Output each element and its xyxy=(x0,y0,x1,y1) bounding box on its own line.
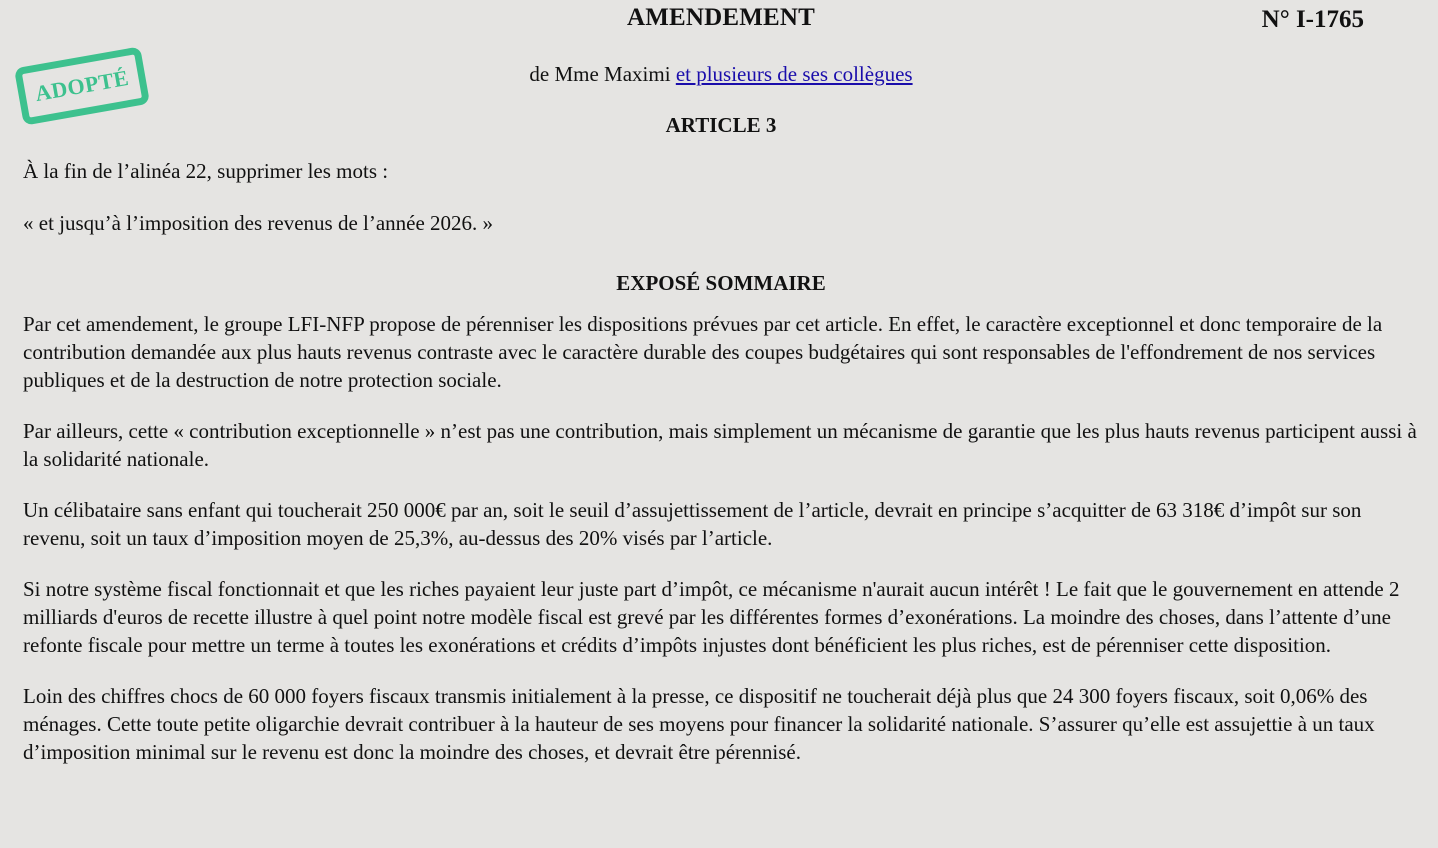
cosignatories-link[interactable]: et plusieurs de ses collègues xyxy=(675,62,913,86)
article-heading: ARTICLE 3 xyxy=(665,113,777,137)
expose-sommaire-heading: EXPOSÉ SOMMAIRE xyxy=(616,271,826,295)
page-title: AMENDEMENT xyxy=(626,4,816,31)
expose-paragraph: Un célibataire sans enfant qui toucherait 250 000€ par an, soit le seuil d’assujettissement de l’article, devrait en principe s’acquitter de 63 318€ d’impôt sur son revenu, soit un taux d’imposition moyen de 25,3%, au-dessus des 20% visés par l’article. xyxy=(23,498,1362,550)
amendment-number: N° I-1765 xyxy=(1261,6,1364,33)
expose-paragraph: Par ailleurs, cette « contribution exceptionnelle » n’est pas une contribution, mais simplement un mécanisme de garantie que les plus hauts revenus participent aussi à la solidarité nationale. xyxy=(23,419,1417,471)
expose-sommaire-body xyxy=(23,310,1423,789)
dispositif-quoted-words: « et jusqu’à l’imposition des revenus de l’année 2026. » xyxy=(23,211,494,235)
expose-paragraph: Par cet amendement, le groupe LFI-NFP propose de pérenniser les dispositions prévues par cet article. En effet, le caractère exceptionnel et donc temporaire de la contribution demandée aux plus hauts revenus contraste avec le caractère durable des coupes budgétaires qui sont responsables de l'effondrement de nos services publiques et de la destruction de notre protection sociale. xyxy=(23,312,1383,392)
author-name: de Mme Maximi xyxy=(529,62,671,86)
expose-paragraph: Si notre système fiscal fonctionnait et que les riches payaient leur juste part d’impôt, ce mécanisme n'aurait aucun intérêt ! Le fait que le gouvernement en attende 2 milliards d'euros de recette illustre à quel point notre modèle fiscal est grevé par les différentes formes d’exonérations. La moindre des choses, dans l’attente d’une refonte fiscale pour mettre un terme à toutes les exonérations et crédits d’impôts injustes dont bénéficient les plus riches, est de pérenniser cette disposition. xyxy=(23,577,1400,657)
authors-line xyxy=(0,62,1438,87)
adopted-stamp-label: ADOPTÉ xyxy=(33,64,131,107)
dispositif-instruction: À la fin de l’alinéa 22, supprimer les mots : xyxy=(23,159,389,183)
expose-paragraph: Loin des chiffres chocs de 60 000 foyers fiscaux transmis initialement à la presse, ce dispositif ne toucherait déjà plus que 24 300 foyers fiscaux, soit 0,06% des ménages. Cette toute petite oligarchie devrait contribuer à la hauteur de ses moyens pour financer la solidarité nationale. S’assurer qu’elle est assujettie à un taux d’imposition minimal sur le revenu est donc la moindre des choses, et devrait être pérennisé. xyxy=(23,684,1375,764)
dispositif-section xyxy=(23,157,1418,261)
